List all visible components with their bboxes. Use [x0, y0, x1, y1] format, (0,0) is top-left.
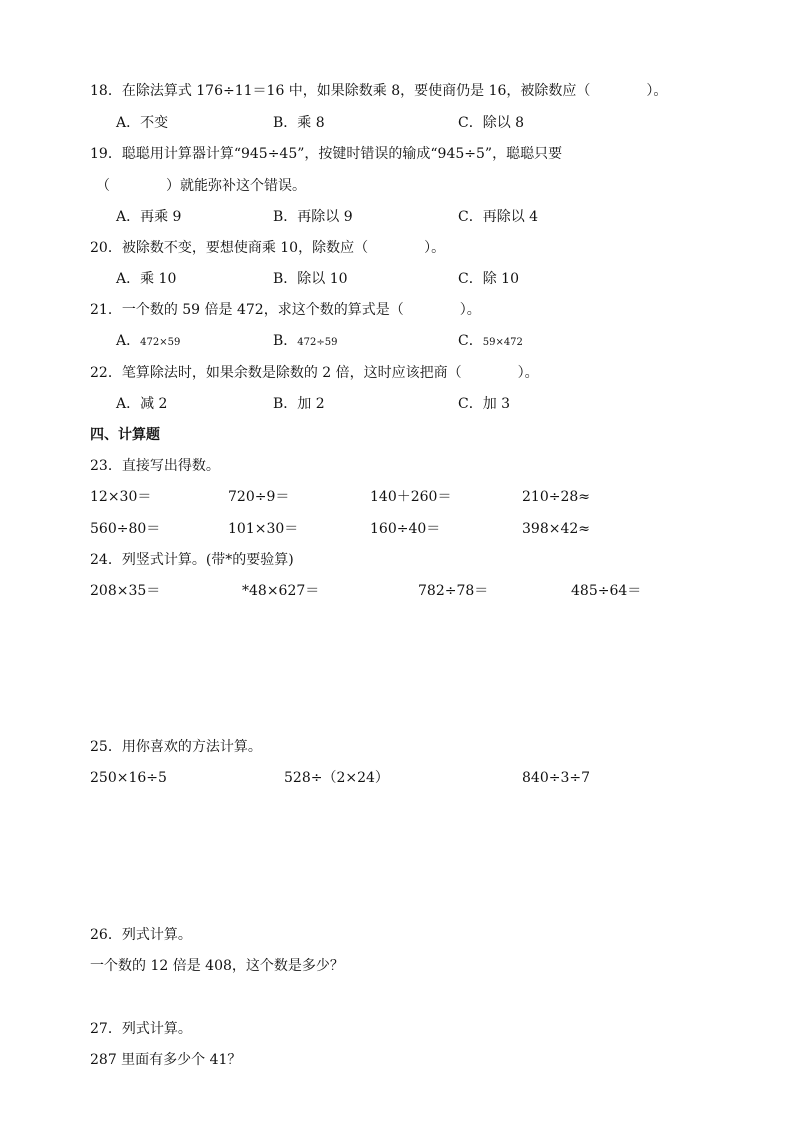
q19-option-a[interactable]: A．再乘 9: [116, 209, 182, 225]
q23-item: 720÷9＝: [228, 489, 290, 505]
question-19-text-line2: （ ）就能弥补这个错误。: [96, 178, 306, 194]
question-20-text: 20．被除数不变，要想使商乘 10，除数应（ ）。: [90, 240, 446, 256]
q23-item: 210÷28≈: [522, 489, 590, 505]
q22-option-b[interactable]: B．加 2: [273, 396, 325, 412]
q21-option-a[interactable]: [116, 332, 180, 352]
question-26-sub: 一个数的 12 倍是 408，这个数是多少？: [90, 958, 344, 974]
q24-item: 208×35＝: [90, 583, 161, 599]
q21-option-a-letter: A．: [116, 333, 141, 349]
q18-option-b[interactable]: B．乘 8: [273, 115, 325, 131]
q25-item: 250×16÷5: [90, 770, 167, 786]
q23-item: 140＋260＝: [370, 489, 452, 505]
q18-option-c[interactable]: C．除以 8: [458, 115, 525, 131]
question-27-text: 27．列式计算。: [90, 1021, 192, 1037]
q22-option-a[interactable]: A．减 2: [116, 396, 168, 412]
q24-item: 485÷64＝: [571, 583, 642, 599]
question-18-text: 18．在除法算式 176÷11＝16 中，如果除数乘 8，要使商仍是 16，被除数应（ ）。: [90, 83, 668, 99]
question-19-text-line1: 19．聪聪用计算器计算“945÷45”，按键时错误的输成“945÷5”，聪聪只要: [90, 146, 563, 162]
q21-option-c[interactable]: [458, 332, 523, 352]
question-23-text: 23．直接写出得数。: [90, 458, 220, 474]
q25-item: 528÷（2×24）: [284, 770, 389, 786]
q21-option-b-expr: 472÷59: [297, 337, 338, 348]
q21-option-b-letter: B．: [273, 333, 298, 349]
q23-item: 12×30＝: [90, 489, 152, 505]
q25-item: 840÷3÷7: [522, 770, 590, 786]
q20-option-c[interactable]: C．除 10: [458, 271, 519, 287]
question-26-text: 26．列式计算。: [90, 927, 192, 943]
q23-item: 160÷40＝: [370, 521, 441, 537]
q24-item: *48×627＝: [242, 583, 320, 599]
q21-option-c-expr: 59×472: [482, 337, 523, 348]
q21-option-c-letter: C．: [458, 333, 483, 349]
q20-option-a[interactable]: A．乘 10: [116, 271, 177, 287]
q23-item: 560÷80＝: [90, 521, 161, 537]
question-27-sub: 287 里面有多少个 41？: [90, 1052, 242, 1068]
q24-item: 782÷78＝: [418, 583, 489, 599]
q18-option-a[interactable]: A．不变: [116, 115, 169, 131]
question-25-text: 25．用你喜欢的方法计算。: [90, 739, 262, 755]
question-22-text: 22．笔算除法时，如果余数是除数的 2 倍，这时应该把商（ ）。: [90, 365, 539, 381]
question-24-text: 24．列竖式计算。(带*的要验算): [90, 552, 294, 568]
q23-item: 398×42≈: [522, 521, 590, 537]
q19-option-c[interactable]: C．再除以 4: [458, 209, 539, 225]
q22-option-c[interactable]: C．加 3: [458, 396, 511, 412]
q21-option-b[interactable]: [273, 332, 338, 352]
q23-item: 101×30＝: [228, 521, 299, 537]
section-title: 四、计算题: [90, 427, 160, 443]
q19-option-b[interactable]: B．再除以 9: [273, 209, 353, 225]
q20-option-b[interactable]: B．除以 10: [273, 271, 348, 287]
q21-option-a-expr: 472×59: [140, 337, 181, 348]
question-21-text: 21．一个数的 59 倍是 472，求这个数的算式是（ ）。: [90, 302, 481, 318]
